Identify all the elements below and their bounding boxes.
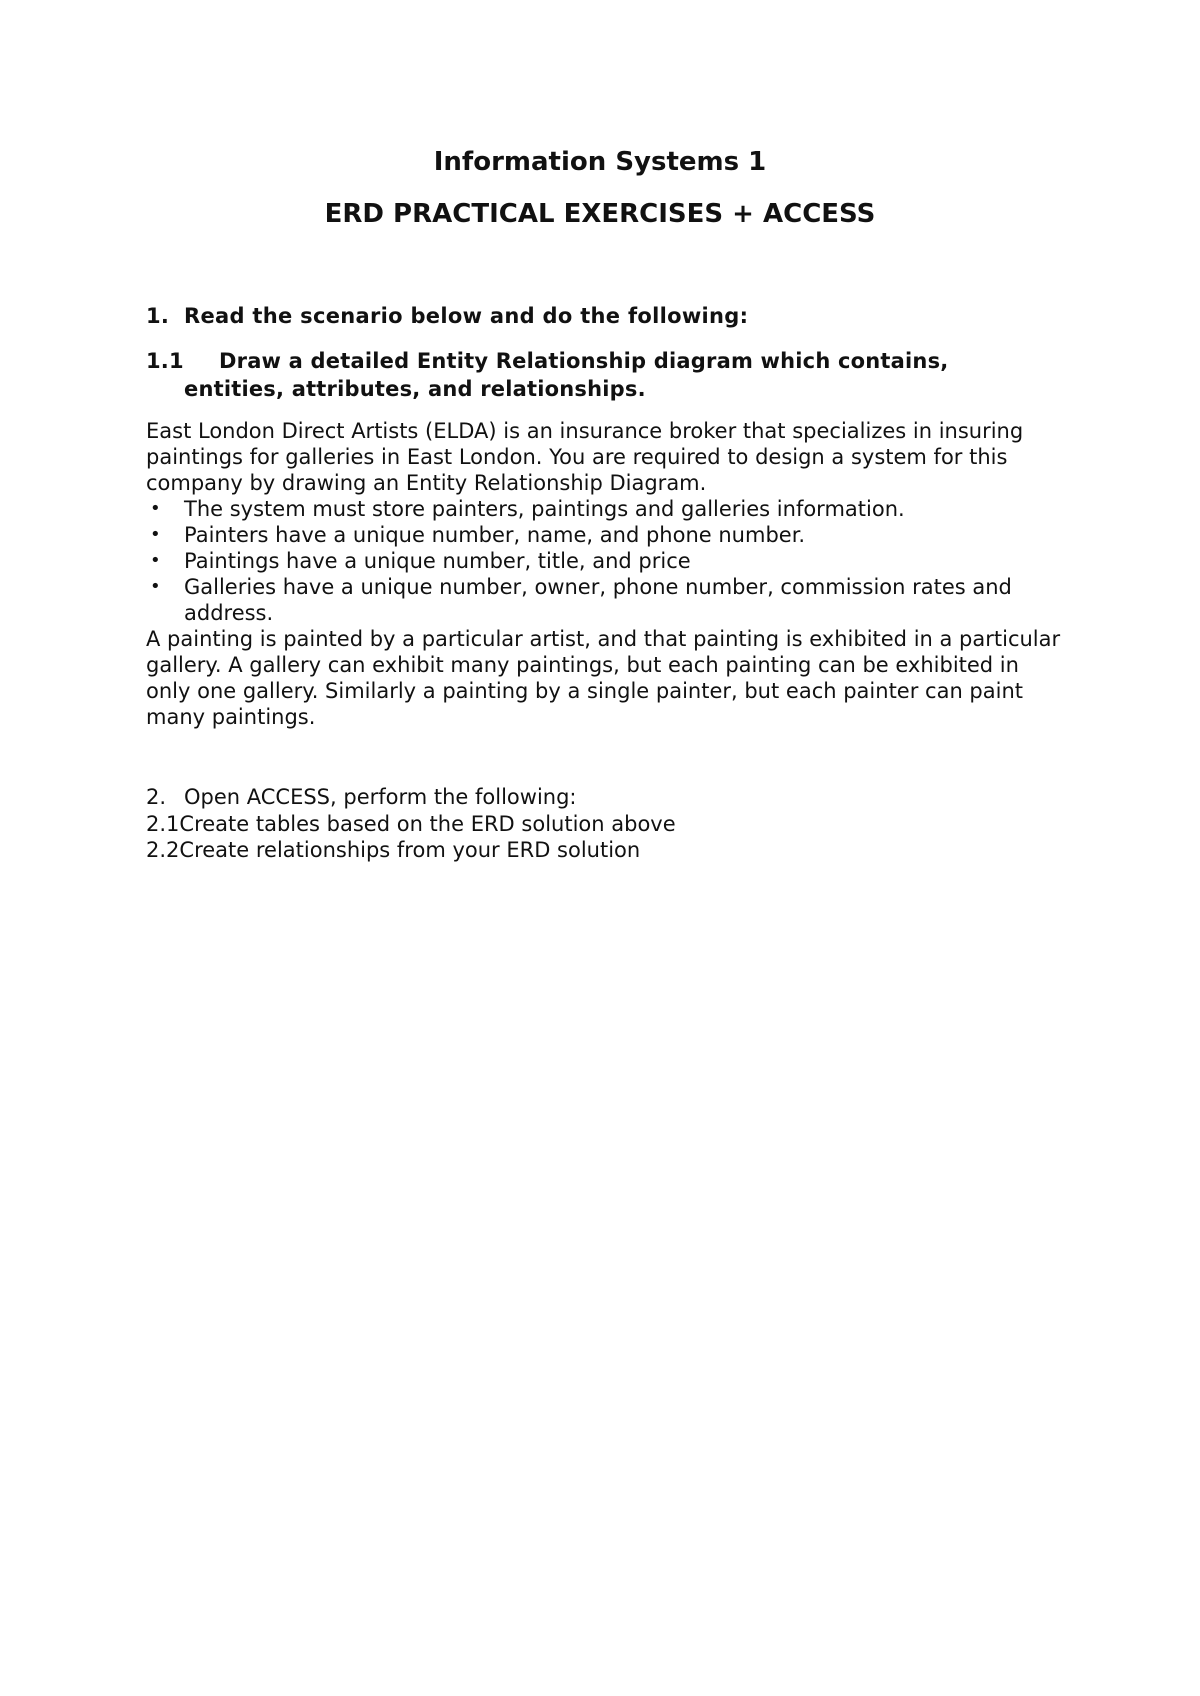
- list-item: [146, 522, 1066, 548]
- question-2-number: 2.: [146, 785, 167, 809]
- scenario: [146, 418, 1066, 730]
- scenario-closing: A painting is painted by a particular artist, and that painting is exhibited in a particular gallery. A gallery can exhibit many paintings, but each painting can be exhibited in only one gallery. Similarly a painting by a single painter, but each painter can paint many paintings.: [146, 627, 1061, 729]
- document-subtitle: ERD PRACTICAL EXERCISES + ACCESS: [324, 199, 876, 229]
- question-2: [146, 784, 1066, 864]
- question-2-heading: [146, 784, 1066, 811]
- list-item-text: Galleries have a unique number, owner, phone number, commission rates and address.: [184, 575, 1012, 625]
- list-item-text: Painters have a unique number, name, and phone number.: [184, 523, 806, 547]
- document-title: Information Systems 1: [433, 147, 767, 177]
- list-item: [146, 574, 1066, 626]
- question-2-2: [146, 837, 1066, 864]
- list-item-text: Paintings have a unique number, title, and price: [184, 549, 691, 573]
- list-item: [146, 496, 1066, 522]
- question-2-2-number: 2.2: [146, 838, 180, 862]
- list-item: [146, 548, 1066, 574]
- bullet-icon: •: [150, 524, 161, 545]
- question-1: [146, 304, 748, 328]
- question-2-1-text: Create tables based on the ERD solution above: [179, 811, 676, 836]
- question-1-1-line-2: entities, attributes, and relationships.: [184, 377, 646, 401]
- question-1-1-number: 1.1: [146, 349, 184, 373]
- question-2-1-number: 2.1: [146, 811, 180, 836]
- question-2-text: Open ACCESS, perform the following:: [184, 785, 577, 809]
- question-2-1: [146, 811, 1066, 838]
- scenario-bullet-list: [146, 496, 1066, 626]
- question-2-2-text: Create relationships from your ERD solution: [179, 838, 641, 862]
- question-1-1: [146, 347, 1046, 403]
- question-1-number: 1.: [146, 304, 170, 328]
- bullet-icon: •: [150, 576, 161, 597]
- bullet-icon: •: [150, 550, 161, 571]
- question-1-1-line-1: Draw a detailed Entity Relationship diagram which contains,: [219, 349, 949, 373]
- question-1-text: Read the scenario below and do the following:: [184, 304, 749, 328]
- bullet-icon: •: [150, 498, 161, 519]
- list-item-text: The system must store painters, paintings and galleries information.: [184, 497, 905, 521]
- scenario-intro: East London Direct Artists (ELDA) is an insurance broker that specializes in insuring paintings for galleries in East London. You are required to design a system for this company by drawing an Entity Relationship Diagram.: [146, 419, 1024, 495]
